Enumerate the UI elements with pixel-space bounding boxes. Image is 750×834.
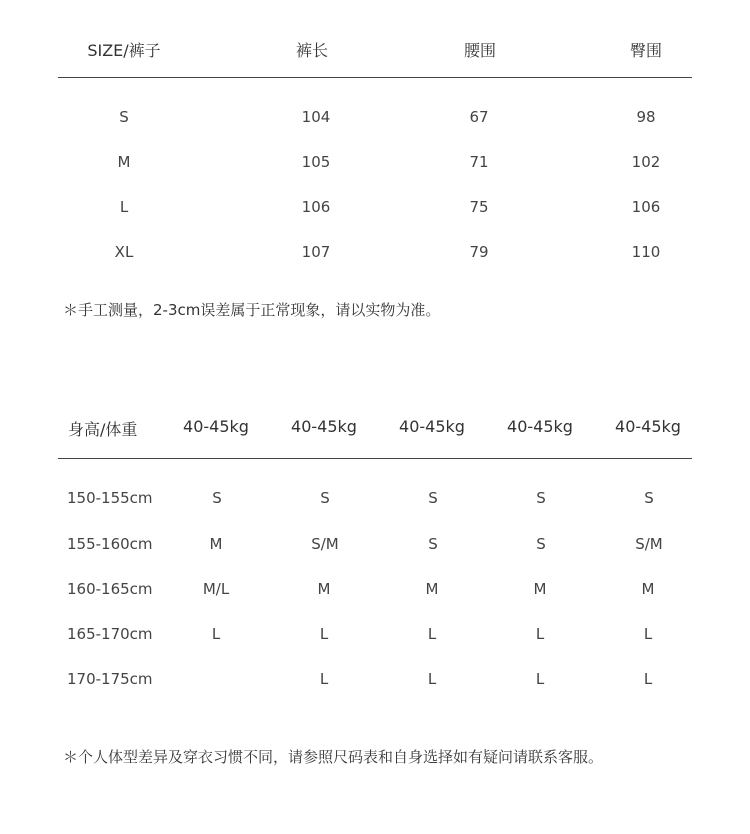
- size-cell: S/M: [311, 535, 339, 553]
- size-cell: L: [319, 670, 329, 688]
- hip-cell: 98: [636, 108, 656, 126]
- size-cell: S: [320, 489, 330, 507]
- size-cell: M/L: [202, 580, 230, 598]
- fit-note: ＊个人体型差异及穿衣习惯不同，请参照尺码表和自身选择如有疑问请联系客服。: [63, 748, 604, 766]
- header-height-weight: 身高/体重: [68, 420, 138, 439]
- height-cell: 160-165cm: [67, 580, 153, 598]
- size-cell: M: [317, 580, 331, 598]
- header-size: SIZE/裤子: [87, 41, 161, 60]
- hip-cell: 102: [631, 153, 661, 171]
- header-hip: 臀围: [629, 41, 663, 60]
- length-cell: 104: [301, 108, 331, 126]
- header-weight: 40-45kg: [399, 417, 465, 436]
- size-cell: S: [119, 108, 129, 126]
- size-cell: S: [644, 489, 654, 507]
- size-cell: M: [533, 580, 547, 598]
- size-cell: M: [209, 535, 223, 553]
- header-length: 裤长: [295, 41, 329, 60]
- size-cell: S/M: [635, 535, 663, 553]
- header-waist: 腰围: [463, 41, 497, 60]
- size-cell: L: [427, 625, 437, 643]
- hip-cell: 106: [631, 198, 661, 216]
- length-cell: 106: [301, 198, 331, 216]
- size-cell: XL: [114, 243, 134, 261]
- header-weight: 40-45kg: [183, 417, 249, 436]
- size-cell: S: [428, 489, 438, 507]
- height-cell: 165-170cm: [67, 625, 153, 643]
- length-cell: 105: [301, 153, 331, 171]
- size-cell: S: [536, 489, 546, 507]
- size-cell: L: [643, 625, 653, 643]
- size-cell: L: [535, 625, 545, 643]
- size-cell: L: [427, 670, 437, 688]
- size-cell: M: [641, 580, 655, 598]
- table1-divider: [58, 77, 692, 78]
- size-cell: S: [212, 489, 222, 507]
- size-cell: S: [536, 535, 546, 553]
- waist-cell: 79: [469, 243, 489, 261]
- table2-divider: [58, 458, 692, 459]
- waist-cell: 71: [469, 153, 489, 171]
- waist-cell: 67: [469, 108, 489, 126]
- height-cell: 150-155cm: [67, 489, 153, 507]
- header-weight: 40-45kg: [615, 417, 681, 436]
- size-cell: L: [643, 670, 653, 688]
- header-weight: 40-45kg: [507, 417, 573, 436]
- size-cell: L: [535, 670, 545, 688]
- size-cell: M: [425, 580, 439, 598]
- size-cell: L: [319, 625, 329, 643]
- hip-cell: 110: [631, 243, 661, 261]
- height-cell: 155-160cm: [67, 535, 153, 553]
- measurement-note: ＊手工测量，2-3cm误差属于正常现象，请以实物为准。: [63, 301, 441, 319]
- size-cell: M: [117, 153, 131, 171]
- height-cell: 170-175cm: [67, 670, 153, 688]
- size-cell: S: [428, 535, 438, 553]
- length-cell: 107: [301, 243, 331, 261]
- waist-cell: 75: [469, 198, 489, 216]
- size-cell: L: [211, 625, 221, 643]
- size-cell: L: [119, 198, 129, 216]
- header-weight: 40-45kg: [291, 417, 357, 436]
